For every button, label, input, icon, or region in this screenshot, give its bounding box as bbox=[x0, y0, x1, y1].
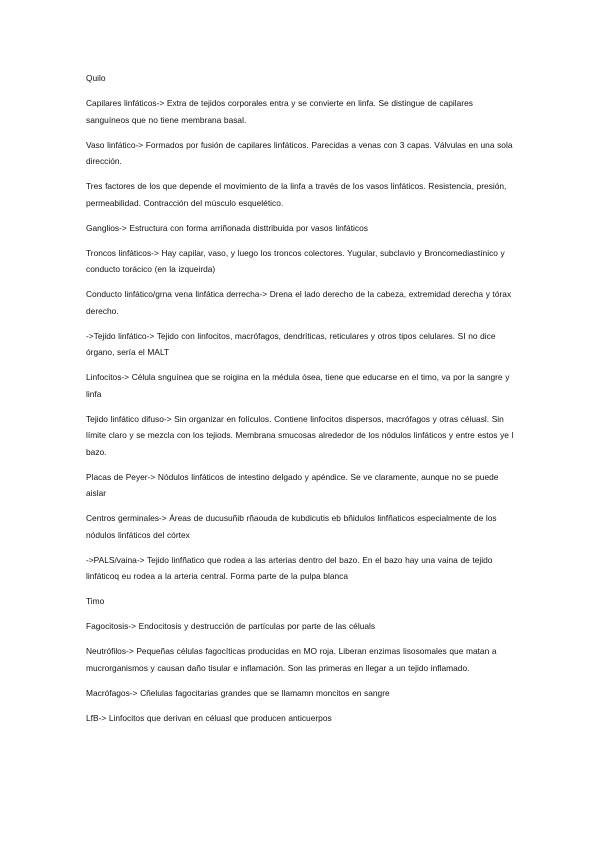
paragraph-lfb: LfB-> Linfocitos que derivan en céluasl que producen anticuerpos bbox=[86, 712, 332, 723]
paragraph-neutrofilos: Neutrófilos-> Pequeñas células fagocíticas producidas en MO roja. Liberan enzimas lisosomales que matan a mucrorganismos y causan daño tisular e inflamación. Son las primeras en llegar a un tejido inflamado. bbox=[86, 646, 497, 673]
paragraph-tejido-linfatico: ->Tejido linfático-> Tejido con linfocitos, macrófagos, dendríticas, reticulares y otros tipos celulares. SI no dice órgano, sería el MALT bbox=[86, 330, 496, 357]
heading-quilo: Quilo bbox=[86, 73, 106, 83]
paragraph-macrofagos: Macrófagos-> Cñelulas fagocitarias grandes que se llamamn moncitos en sangre bbox=[86, 687, 390, 698]
paragraph-tejido-linfatico-difuso: Tejido linfático difuso-> Sin organizar en folículos. Contiene linfocitos dispersos, macrófagos y otras céluasl. Sin límite claro y se mezcla con los tejiods. Membrana smucosas alrededor de los nódulos linfáticos y entre estos ye l bazo. bbox=[86, 413, 514, 457]
paragraph-linfocitos: Linfocitos-> Célula snguínea que se roigina en la médula ósea, tiene que educarse en el timo, va por la sangre y linfa bbox=[86, 372, 510, 399]
paragraph-centros-germinales: Centros germinales-> Áreas de ducusuñib rñaouda de kubdicutis eb bñidulos linfñaticos especialmente de los nódulos linfáticos del córtex bbox=[86, 513, 497, 540]
paragraph-tres-factores: Tres factores de los que depende el movimiento de la linfa a través de los vasos linfáticos. Resistencia, presión, permeabilidad. Contracción del músculo esquelético. bbox=[86, 181, 507, 208]
paragraph-ganglios: Ganglios-> Estructura con forma arriñonada disttribuida por vasos linfáticos bbox=[86, 222, 368, 233]
paragraph-conducto-linfatico: Conducto linfático/grna vena linfática derrecha-> Drena el lado derecho de la cabeza, extremidad derecha y tórax derecho. bbox=[86, 289, 512, 316]
paragraph-placas-de-peyer: Placas de Peyer-> Nódulos linfáticos de intestino delgado y apéndice. Se ve claramente, aunque no se puede aislar bbox=[86, 471, 499, 498]
document-body bbox=[86, 70, 518, 735]
paragraph-fagocitosis: Fagocitosis-> Endocitosis y destrucción de partículas por parte de las céluals bbox=[86, 621, 376, 631]
paragraph-pals-vaina: ->PALS/vaina-> Tejido linfñatico que rodea a las arterias dentro del bazo. En el bazo hay una vaina de tejido linfáticoq eu rodea a la arteria central. Forma parte de la pulpa blanca bbox=[86, 554, 493, 581]
heading-timo: Timo bbox=[86, 596, 105, 606]
paragraph-capilares-linfaticos: Capilares linfáticos-> Extra de tejidos corporales entra y se convierte en linfa. Se distingue de capilares sanguíneos que no tiene membrana basal. bbox=[86, 98, 473, 125]
paragraph-vaso-linfatico: Vaso linfático-> Formados por fusión de capilares linfáticos. Parecidas a venas con 3 capas. Válvulas en una sola dirección. bbox=[86, 139, 513, 166]
paragraph-troncos-linfaticos: Troncos linfáticos-> Hay capilar, vaso, y luego los troncos colectores. Yugular, subclavio y Broncomediastínico y conducto torácico (en la izqueirda) bbox=[86, 247, 505, 274]
